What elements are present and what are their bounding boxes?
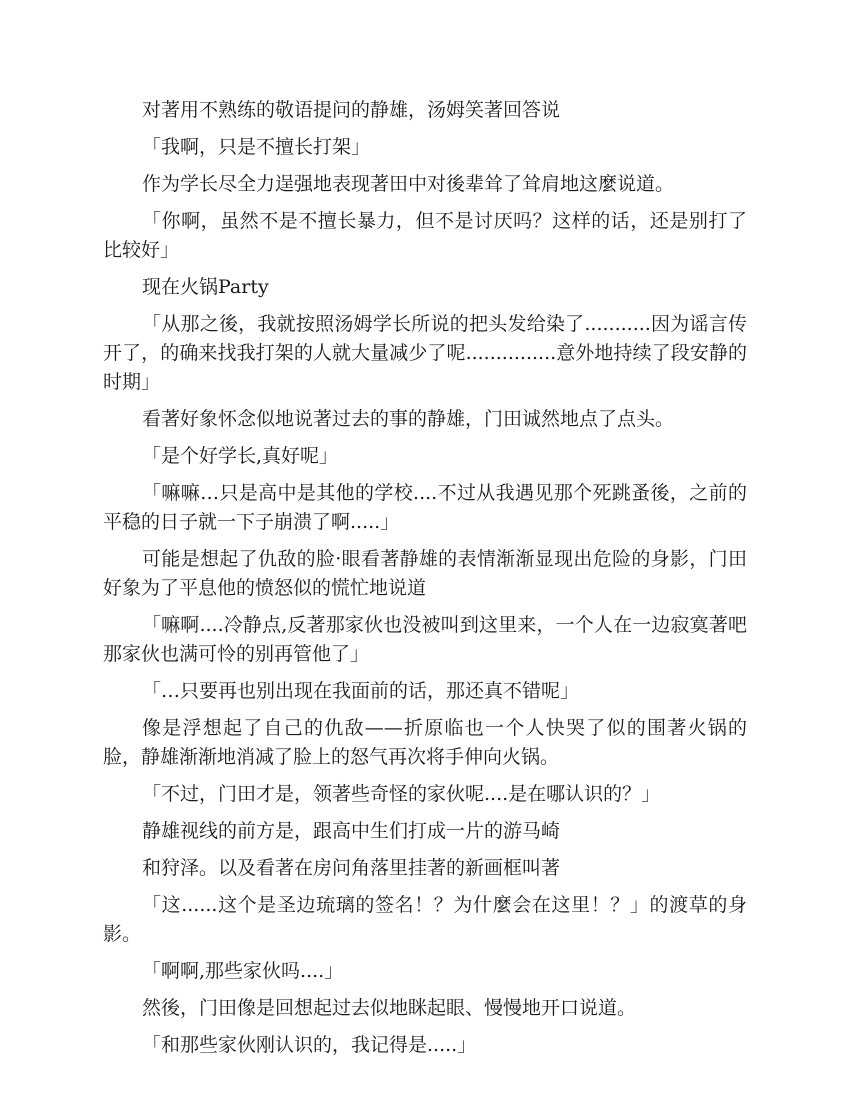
paragraph: 然後，门田像是回想起过去似地眯起眼、慢慢地开口说道。	[142, 997, 637, 1019]
paragraph: 「啊啊,那些家伙吗....」	[142, 960, 344, 982]
paragraph: 「你啊，虽然不是不擅长暴力，但不是讨厌吗？这样的话，还是别打了比较好」	[103, 210, 747, 261]
paragraph: 静雄视线的前方是，跟高中生们打成一片的游马崎	[142, 820, 561, 842]
paragraph: 可能是想起了仇敌的脸·眼看著静雄的表情渐渐显现出危险的身影，门田好象为了平息他的愤怒似的慌忙地说道	[103, 548, 747, 599]
document-page	[103, 96, 747, 1068]
paragraph: 「是个好学长,真好呢」	[142, 445, 339, 467]
paragraph: 「从那之後，我就按照汤姆学长所说的把头发给染了...........因为谣言传开了，的确来找我打架的人就大量减少了呢...............意外地持续了段安静的时期」	[103, 313, 747, 393]
paragraph: 对著用不熟练的敬语提问的静雄，汤姆笑著回答说	[142, 99, 561, 121]
paragraph: 「嘛嘛…只是高中是其他的学校....不过从我遇见那个死跳蚤後，之前的平稳的日子就一下子崩溃了啊.....」	[103, 482, 747, 533]
paragraph: 作为学长尽全力逞强地表现著田中对後辈耸了耸肩地这麼说道。	[142, 173, 675, 195]
paragraph: 「嘛啊....冷静点,反著那家伙也没被叫到这里来，一个人在一边寂寞著吧那家伙也满可怜的别再管他了」	[103, 614, 747, 665]
paragraph: 「和那些家伙刚认识的，我记得是.....」	[142, 1034, 477, 1056]
paragraph: 「我啊，只是不擅长打架」	[142, 136, 371, 158]
paragraph: 「不过，门田才是，领著些奇怪的家伙呢....是在哪认识的？」	[142, 783, 661, 805]
paragraph: 和狩泽。以及看著在房问角落里挂著的新画框叫著	[142, 857, 561, 879]
paragraph: 看著好象怀念似地说著过去的事的静雄，门田诚然地点了点头。	[142, 408, 675, 430]
paragraph: 「这......这个是圣边琉璃的签名！？为什麼会在这里！？」的渡草的身影。	[103, 894, 747, 945]
paragraph: 像是浮想起了自己的仇敌——折原临也一个人快哭了似的围著火锅的脸，静雄渐渐地消减了脸上的怒气再次将手伸向火锅。	[103, 717, 747, 768]
paragraph: 「…只要再也别出现在我面前的话，那还真不错呢」	[142, 680, 580, 702]
paragraph: 现在火锅Party	[142, 276, 269, 298]
